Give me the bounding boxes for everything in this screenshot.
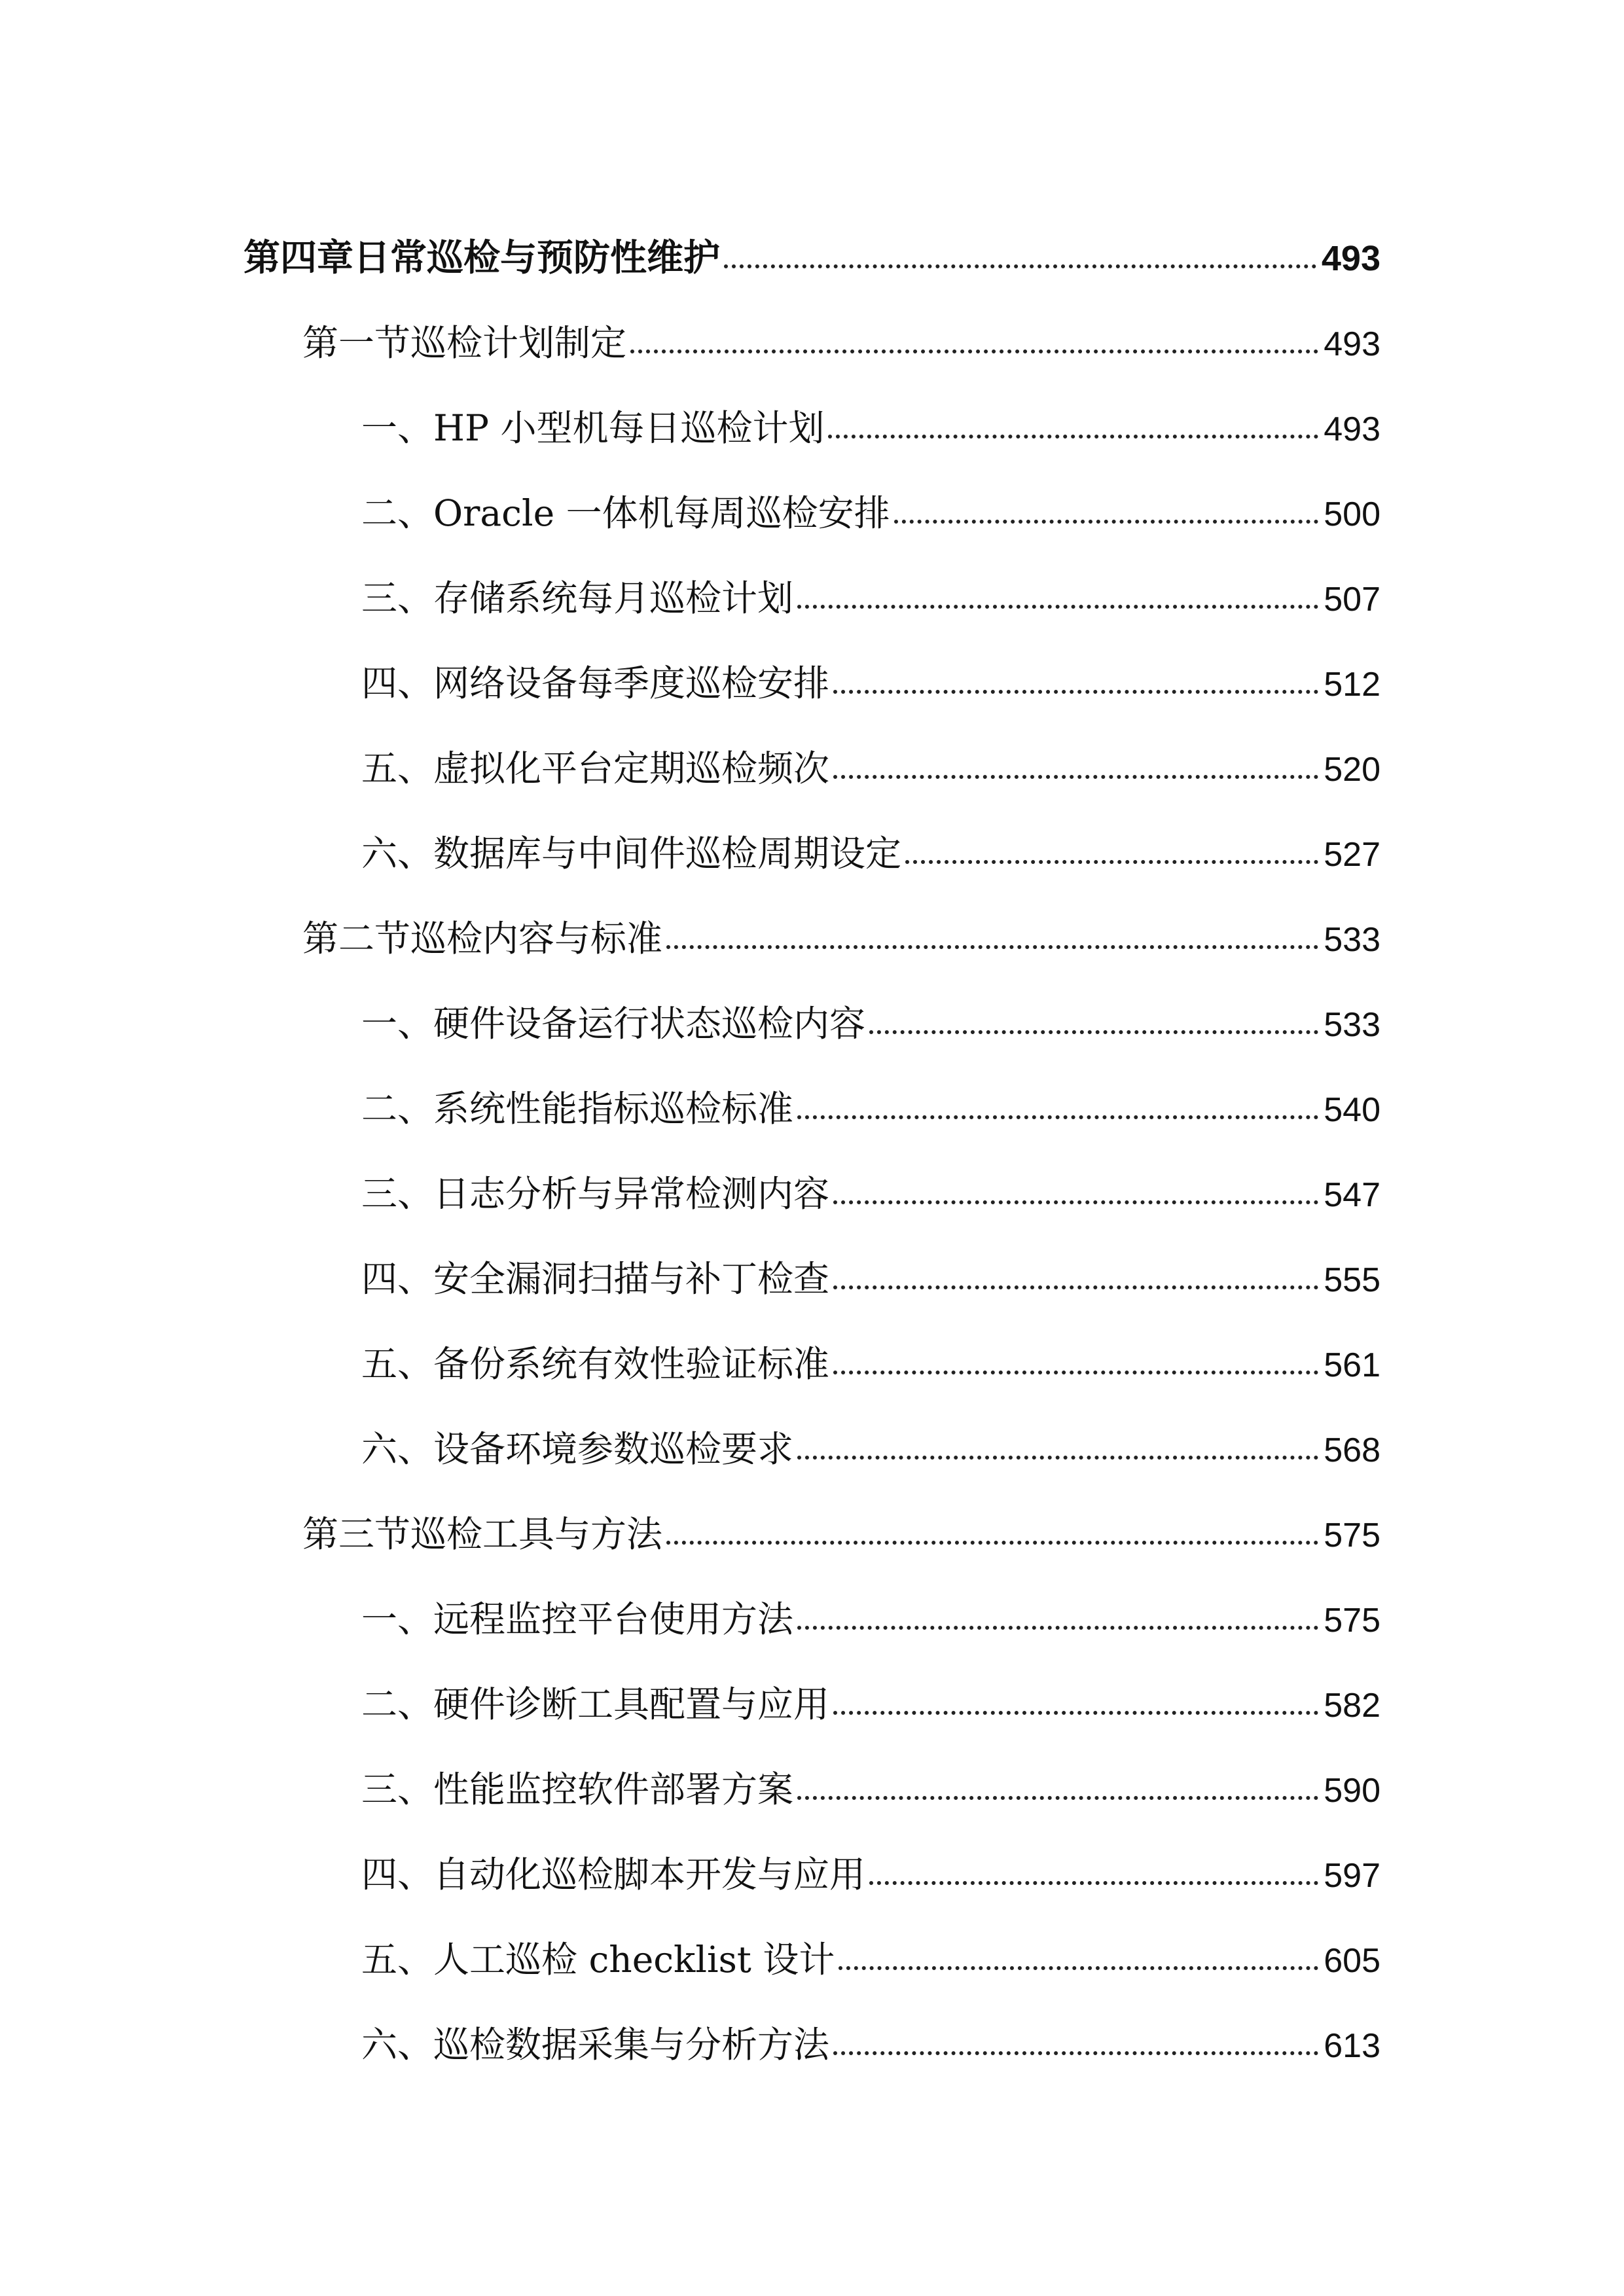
toc-chapter-page: 493 [1321,239,1380,278]
toc-item-entry[interactable] [361,1225,1380,1300]
toc-leader-dots [833,1285,1318,1289]
toc-item-title: 四、网络设备每季度巡检安排 [361,662,830,704]
toc-item-page: 575 [1324,1602,1380,1640]
toc-leader-dots [833,1711,1318,1715]
toc-item-page: 540 [1324,1091,1380,1129]
toc-item-page: 613 [1324,2027,1380,2065]
toc-leader-dots [894,520,1319,524]
toc-item-entry[interactable] [361,545,1380,617]
toc-item-title: 二、Oracle 一体机每周巡检安排 [361,492,890,534]
toc-item-page: 507 [1324,581,1380,619]
toc-section-page: 493 [1324,325,1380,363]
toc-item-title: 五、人工巡检 checklist 设计 [361,1939,835,1981]
toc-item-page: 533 [1324,1006,1380,1044]
toc-item-entry[interactable] [361,715,1380,787]
toc-leader-dots [797,1456,1318,1460]
toc-item-page: 527 [1324,836,1380,874]
toc-item-entry[interactable] [361,374,1380,449]
toc-item-title: 六、巡检数据采集与分析方法 [361,2024,830,2066]
toc-item-entry[interactable] [361,1395,1380,1470]
toc-item-entry[interactable] [361,800,1380,872]
toc-leader-dots [797,605,1318,609]
toc-item-entry[interactable] [361,970,1380,1045]
toc-leader-dots [869,1881,1318,1885]
toc-leader-dots [833,2051,1318,2055]
toc-section-page: 533 [1324,921,1380,959]
toc-section-title: 第三节巡检工具与方法 [302,1513,663,1555]
toc-leader-dots [833,690,1318,694]
toc-item-entry[interactable] [361,1821,1380,1893]
toc-leader-dots [869,1030,1318,1034]
toc-item-page: 590 [1324,1772,1380,1810]
toc-leader-dots [724,264,1316,268]
toc-item-title: 六、数据库与中间件巡检周期设定 [361,833,902,874]
toc-leader-dots [833,775,1318,779]
toc-item-title: 三、日志分析与异常检测内容 [361,1173,830,1215]
toc-leader-dots [797,1796,1318,1800]
toc-item-title: 六、设备环境参数巡检要求 [361,1428,794,1470]
toc-item-title: 一、硬件设备运行状态巡检内容 [361,1003,866,1045]
toc-item-page: 512 [1324,666,1380,704]
toc-item-entry[interactable] [361,1651,1380,1723]
toc-item-page: 597 [1324,1857,1380,1895]
toc-leader-dots [833,1371,1318,1374]
toc-item-page: 582 [1324,1687,1380,1725]
toc-leader-dots [630,350,1318,353]
toc-item-entry[interactable] [361,630,1380,702]
toc-item-page: 493 [1324,410,1380,448]
toc-item-page: 561 [1324,1346,1380,1384]
toc-section-entry[interactable] [302,1480,1380,1555]
toc-item-title: 四、自动化巡检脚本开发与应用 [361,1854,866,1895]
toc-chapter-entry[interactable] [244,204,1380,279]
toc-item-title: 一、HP 小型机每日巡检计划 [361,407,825,449]
toc-item-page: 605 [1324,1942,1380,1980]
toc-leader-dots [828,435,1318,439]
toc-item-title: 五、虚拟化平台定期巡检频次 [361,747,830,789]
toc-item-entry[interactable] [361,1906,1380,1981]
toc-item-page: 555 [1324,1261,1380,1299]
toc-section-title: 第二节巡检内容与标准 [302,918,663,960]
toc-item-title: 二、系统性能指标巡检标准 [361,1088,794,1130]
toc-leader-dots [666,945,1318,949]
toc-item-page: 568 [1324,1431,1380,1469]
toc-item-entry[interactable] [361,1140,1380,1215]
toc-item-title: 五、备份系统有效性验证标准 [361,1343,830,1385]
toc-item-entry[interactable] [361,459,1380,534]
toc-leader-dots [797,1626,1318,1630]
toc-item-page: 520 [1324,751,1380,789]
toc-item-entry[interactable] [361,1055,1380,1130]
toc-section-entry[interactable] [302,289,1380,364]
toc-item-title: 四、安全漏洞扫描与补丁检查 [361,1258,830,1300]
toc-leader-dots [833,1200,1318,1204]
toc-item-title: 三、存储系统每月巡检计划 [361,577,794,619]
toc-section-entry[interactable] [302,885,1380,960]
toc-item-entry[interactable] [361,1736,1380,1808]
toc-item-page: 547 [1324,1176,1380,1214]
toc-section-page: 575 [1324,1516,1380,1554]
toc-item-title: 一、远程监控平台使用方法 [361,1598,794,1640]
toc-leader-dots [797,1115,1318,1119]
toc-item-entry[interactable] [361,1310,1380,1385]
toc-item-title: 三、性能监控软件部署方案 [361,1768,794,1810]
toc-item-entry[interactable] [361,1991,1380,2066]
toc-item-page: 500 [1324,495,1380,533]
toc-item-entry[interactable] [361,1566,1380,1638]
toc-chapter-title: 第四章日常巡检与预防性维护 [244,236,720,279]
toc-leader-dots [666,1541,1318,1545]
toc-section-title: 第一节巡检计划制定 [302,322,627,364]
toc-leader-dots [839,1966,1318,1970]
toc-leader-dots [905,860,1318,864]
toc-item-title: 二、硬件诊断工具配置与应用 [361,1683,830,1725]
